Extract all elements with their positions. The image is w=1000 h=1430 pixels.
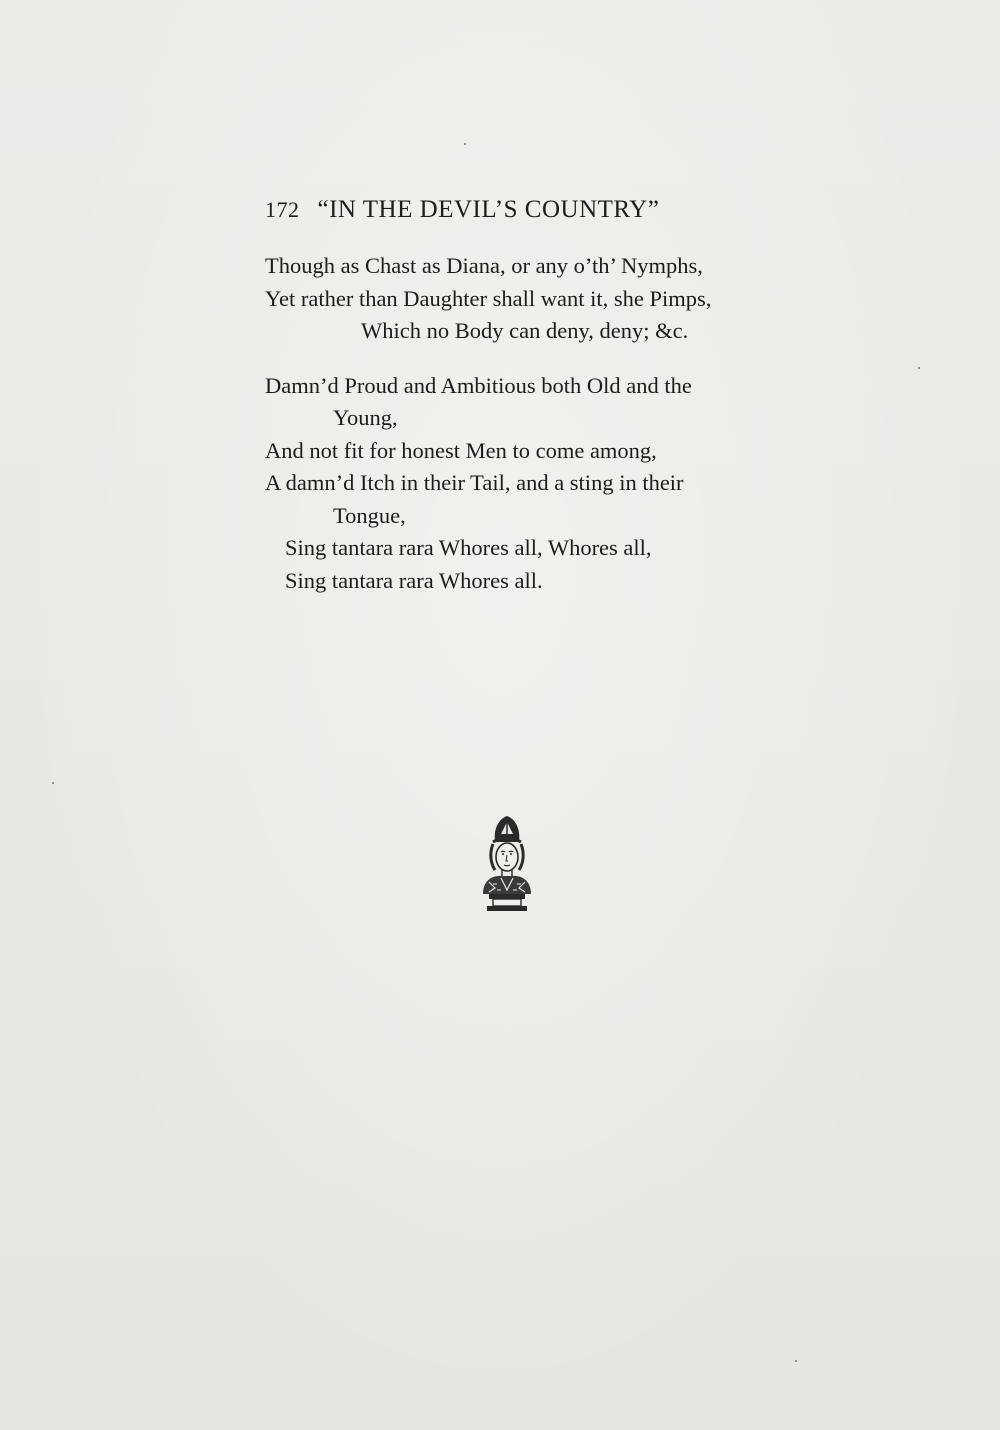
paper-speck <box>795 1360 797 1362</box>
stanza-1 <box>265 250 795 348</box>
stanza-break <box>265 348 795 370</box>
verse-block <box>265 250 795 597</box>
verse-refrain-line: Which no Body can deny, deny; &c. <box>361 318 689 343</box>
running-head <box>265 196 659 224</box>
verse-line: Though as Chast as Diana, or any o’th’ Nymphs, <box>265 253 703 278</box>
verse-turnover: Young, <box>333 405 398 430</box>
stanza-2 <box>265 370 795 598</box>
verse-line: Damn’d Proud and Ambitious both Old and the <box>265 372 692 398</box>
verse-line: Yet rather than Daughter shall want it, she Pimps, <box>265 285 712 311</box>
paper-speck <box>464 143 466 145</box>
running-title: “IN THE DEVIL’S COUNTRY” <box>317 196 660 223</box>
verse-turnover: Tongue, <box>333 502 406 528</box>
verse-line: A damn’d Itch in their Tail, and a sting in their <box>265 470 684 495</box>
verse-chorus-line: Sing tantara rara Whores all, Whores all, <box>285 535 652 560</box>
paper-speck <box>918 367 920 369</box>
verse-line: And not fit for honest Men to come among, <box>265 437 657 463</box>
verse-chorus-line: Sing tantara rara Whores all. <box>285 567 543 593</box>
classical-bust-icon <box>471 812 543 916</box>
page-number: 172 <box>265 197 300 222</box>
paper-speck <box>52 782 54 784</box>
